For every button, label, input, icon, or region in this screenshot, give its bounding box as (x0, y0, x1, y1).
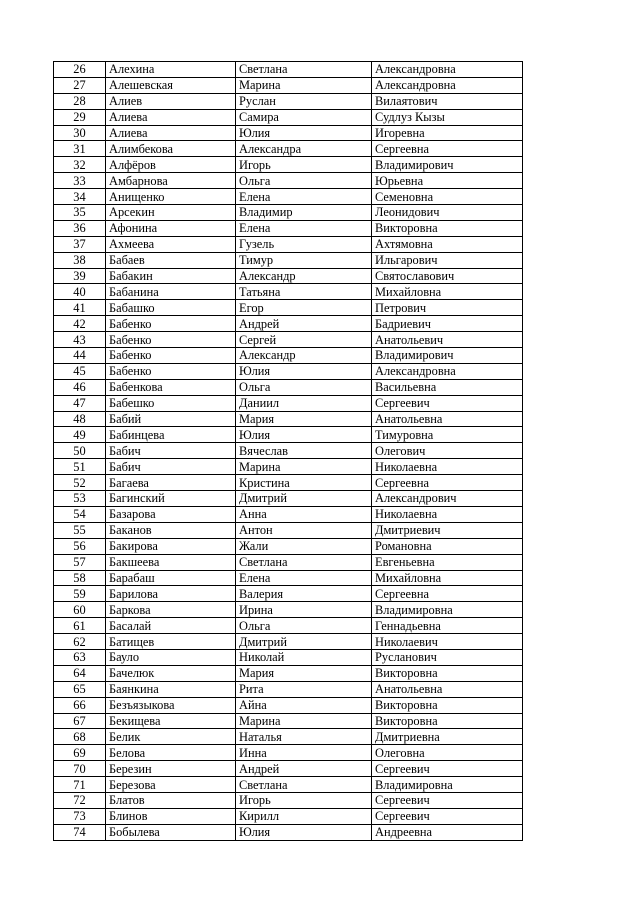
patronymic-cell: Леонидович (372, 205, 523, 221)
table-row (54, 236, 523, 252)
patronymic-cell: Русланович (372, 649, 523, 665)
table-row (54, 808, 523, 824)
patronymic-cell: Владимирович (372, 157, 523, 173)
first-name-cell: Кирилл (236, 808, 372, 824)
last-name-cell: Блатов (106, 792, 236, 808)
last-name-cell: Бабич (106, 443, 236, 459)
last-name-cell: Бакирова (106, 538, 236, 554)
row-number-cell: 31 (54, 141, 106, 157)
patronymic-cell: Дмитриевич (372, 522, 523, 538)
table-row (54, 77, 523, 93)
patronymic-cell: Бадриевич (372, 316, 523, 332)
table-row (54, 316, 523, 332)
first-name-cell: Инна (236, 745, 372, 761)
table-row (54, 220, 523, 236)
last-name-cell: Бабанина (106, 284, 236, 300)
last-name-cell: Бабенко (106, 348, 236, 364)
table-row (54, 745, 523, 761)
last-name-cell: Белова (106, 745, 236, 761)
last-name-cell: Бачелюк (106, 665, 236, 681)
row-number-cell: 72 (54, 792, 106, 808)
table-row (54, 729, 523, 745)
row-number-cell: 36 (54, 220, 106, 236)
table-row (54, 379, 523, 395)
patronymic-cell: Сергеевна (372, 475, 523, 491)
table-row (54, 586, 523, 602)
table-row (54, 649, 523, 665)
last-name-cell: Бабий (106, 411, 236, 427)
first-name-cell: Тимур (236, 252, 372, 268)
row-number-cell: 27 (54, 77, 106, 93)
row-number-cell: 51 (54, 459, 106, 475)
patronymic-cell: Александрович (372, 491, 523, 507)
first-name-cell: Марина (236, 713, 372, 729)
first-name-cell: Вячеслав (236, 443, 372, 459)
last-name-cell: Бабенко (106, 363, 236, 379)
row-number-cell: 34 (54, 189, 106, 205)
table-row (54, 284, 523, 300)
patronymic-cell: Романовна (372, 538, 523, 554)
row-number-cell: 60 (54, 602, 106, 618)
row-number-cell: 47 (54, 395, 106, 411)
row-number-cell: 39 (54, 268, 106, 284)
last-name-cell: Алешевская (106, 77, 236, 93)
first-name-cell: Ольга (236, 379, 372, 395)
row-number-cell: 50 (54, 443, 106, 459)
patronymic-cell: Судлуз Кызы (372, 109, 523, 125)
first-name-cell: Игорь (236, 157, 372, 173)
first-name-cell: Ирина (236, 602, 372, 618)
patronymic-cell: Дмитриевна (372, 729, 523, 745)
patronymic-cell: Тимуровна (372, 427, 523, 443)
first-name-cell: Андрей (236, 316, 372, 332)
first-name-cell: Руслан (236, 93, 372, 109)
patronymic-cell: Сергеевич (372, 395, 523, 411)
row-number-cell: 66 (54, 697, 106, 713)
first-name-cell: Мария (236, 665, 372, 681)
first-name-cell: Айна (236, 697, 372, 713)
table-row (54, 205, 523, 221)
last-name-cell: Баянкина (106, 681, 236, 697)
row-number-cell: 57 (54, 554, 106, 570)
first-name-cell: Марина (236, 459, 372, 475)
patronymic-cell: Михайловна (372, 284, 523, 300)
last-name-cell: Березова (106, 777, 236, 793)
first-name-cell: Наталья (236, 729, 372, 745)
first-name-cell: Елена (236, 570, 372, 586)
last-name-cell: Бакшеева (106, 554, 236, 570)
patronymic-cell: Викторовна (372, 697, 523, 713)
patronymic-cell: Олегович (372, 443, 523, 459)
table-row (54, 665, 523, 681)
first-name-cell: Ольга (236, 173, 372, 189)
last-name-cell: Анищенко (106, 189, 236, 205)
table-row (54, 395, 523, 411)
table-row (54, 491, 523, 507)
patronymic-cell: Николаевич (372, 634, 523, 650)
last-name-cell: Алимбекова (106, 141, 236, 157)
last-name-cell: Бекищева (106, 713, 236, 729)
row-number-cell: 44 (54, 348, 106, 364)
first-name-cell: Самира (236, 109, 372, 125)
table-row (54, 268, 523, 284)
first-name-cell: Александр (236, 268, 372, 284)
table-row (54, 792, 523, 808)
first-name-cell: Валерия (236, 586, 372, 602)
last-name-cell: Баркова (106, 602, 236, 618)
last-name-cell: Березин (106, 761, 236, 777)
table-row (54, 697, 523, 713)
first-name-cell: Юлия (236, 824, 372, 840)
first-name-cell: Юлия (236, 427, 372, 443)
first-name-cell: Елена (236, 220, 372, 236)
row-number-cell: 48 (54, 411, 106, 427)
patronymic-cell: Вилаятович (372, 93, 523, 109)
first-name-cell: Татьяна (236, 284, 372, 300)
first-name-cell: Дмитрий (236, 634, 372, 650)
last-name-cell: Алфёров (106, 157, 236, 173)
row-number-cell: 65 (54, 681, 106, 697)
row-number-cell: 26 (54, 62, 106, 78)
patronymic-cell: Викторовна (372, 220, 523, 236)
table-row (54, 443, 523, 459)
last-name-cell: Бабинцева (106, 427, 236, 443)
last-name-cell: Ахмеева (106, 236, 236, 252)
table-row (54, 363, 523, 379)
last-name-cell: Белик (106, 729, 236, 745)
row-number-cell: 52 (54, 475, 106, 491)
row-number-cell: 61 (54, 618, 106, 634)
last-name-cell: Басалай (106, 618, 236, 634)
row-number-cell: 46 (54, 379, 106, 395)
last-name-cell: Блинов (106, 808, 236, 824)
last-name-cell: Базарова (106, 506, 236, 522)
first-name-cell: Дмитрий (236, 491, 372, 507)
patronymic-cell: Сергеевна (372, 586, 523, 602)
patronymic-cell: Святославович (372, 268, 523, 284)
last-name-cell: Алехина (106, 62, 236, 78)
last-name-cell: Бабенкова (106, 379, 236, 395)
first-name-cell: Егор (236, 300, 372, 316)
row-number-cell: 69 (54, 745, 106, 761)
table-row (54, 618, 523, 634)
patronymic-cell: Николаевна (372, 459, 523, 475)
first-name-cell: Николай (236, 649, 372, 665)
first-name-cell: Марина (236, 77, 372, 93)
table-row (54, 411, 523, 427)
row-number-cell: 30 (54, 125, 106, 141)
last-name-cell: Барилова (106, 586, 236, 602)
table-row (54, 348, 523, 364)
patronymic-cell: Олеговна (372, 745, 523, 761)
table-row (54, 475, 523, 491)
row-number-cell: 49 (54, 427, 106, 443)
patronymic-cell: Семеновна (372, 189, 523, 205)
patronymic-cell: Юрьевна (372, 173, 523, 189)
row-number-cell: 59 (54, 586, 106, 602)
table-row (54, 681, 523, 697)
row-number-cell: 71 (54, 777, 106, 793)
first-name-cell: Мария (236, 411, 372, 427)
row-number-cell: 33 (54, 173, 106, 189)
patronymic-cell: Викторовна (372, 713, 523, 729)
last-name-cell: Бабешко (106, 395, 236, 411)
patronymic-cell: Геннадьевна (372, 618, 523, 634)
document-page (53, 61, 522, 841)
table-row (54, 506, 523, 522)
row-number-cell: 64 (54, 665, 106, 681)
row-number-cell: 55 (54, 522, 106, 538)
last-name-cell: Арсекин (106, 205, 236, 221)
table-row (54, 157, 523, 173)
table-row (54, 109, 523, 125)
last-name-cell: Бауло (106, 649, 236, 665)
patronymic-cell: Владимирович (372, 348, 523, 364)
first-name-cell: Гузель (236, 236, 372, 252)
table-row (54, 522, 523, 538)
table-row (54, 141, 523, 157)
names-table-body (54, 62, 523, 841)
patronymic-cell: Евгеньевна (372, 554, 523, 570)
first-name-cell: Рита (236, 681, 372, 697)
patronymic-cell: Владимировна (372, 777, 523, 793)
table-row (54, 824, 523, 840)
last-name-cell: Багаева (106, 475, 236, 491)
row-number-cell: 62 (54, 634, 106, 650)
patronymic-cell: Сергеевич (372, 808, 523, 824)
first-name-cell: Юлия (236, 363, 372, 379)
patronymic-cell: Ахтямовна (372, 236, 523, 252)
last-name-cell: Афонина (106, 220, 236, 236)
row-number-cell: 35 (54, 205, 106, 221)
patronymic-cell: Михайловна (372, 570, 523, 586)
patronymic-cell: Анатольевна (372, 411, 523, 427)
table-row (54, 62, 523, 78)
patronymic-cell: Петрович (372, 300, 523, 316)
first-name-cell: Ольга (236, 618, 372, 634)
last-name-cell: Батищев (106, 634, 236, 650)
first-name-cell: Игорь (236, 792, 372, 808)
patronymic-cell: Александровна (372, 363, 523, 379)
first-name-cell: Александра (236, 141, 372, 157)
table-row (54, 93, 523, 109)
row-number-cell: 67 (54, 713, 106, 729)
row-number-cell: 28 (54, 93, 106, 109)
first-name-cell: Владимир (236, 205, 372, 221)
table-row (54, 252, 523, 268)
row-number-cell: 74 (54, 824, 106, 840)
row-number-cell: 43 (54, 332, 106, 348)
first-name-cell: Анна (236, 506, 372, 522)
last-name-cell: Бобылева (106, 824, 236, 840)
table-row (54, 300, 523, 316)
patronymic-cell: Викторовна (372, 665, 523, 681)
patronymic-cell: Анатольевич (372, 332, 523, 348)
last-name-cell: Багинский (106, 491, 236, 507)
patronymic-cell: Александровна (372, 77, 523, 93)
table-row (54, 554, 523, 570)
table-row (54, 427, 523, 443)
last-name-cell: Бабенко (106, 316, 236, 332)
row-number-cell: 38 (54, 252, 106, 268)
table-row (54, 761, 523, 777)
first-name-cell: Даниил (236, 395, 372, 411)
last-name-cell: Бабашко (106, 300, 236, 316)
row-number-cell: 56 (54, 538, 106, 554)
first-name-cell: Светлана (236, 62, 372, 78)
last-name-cell: Алиев (106, 93, 236, 109)
table-row (54, 538, 523, 554)
first-name-cell: Антон (236, 522, 372, 538)
first-name-cell: Жали (236, 538, 372, 554)
table-row (54, 777, 523, 793)
patronymic-cell: Сергеевич (372, 761, 523, 777)
patronymic-cell: Ильгарович (372, 252, 523, 268)
patronymic-cell: Андреевна (372, 824, 523, 840)
last-name-cell: Бабич (106, 459, 236, 475)
row-number-cell: 58 (54, 570, 106, 586)
first-name-cell: Юлия (236, 125, 372, 141)
last-name-cell: Безъязыкова (106, 697, 236, 713)
row-number-cell: 42 (54, 316, 106, 332)
row-number-cell: 70 (54, 761, 106, 777)
row-number-cell: 53 (54, 491, 106, 507)
row-number-cell: 37 (54, 236, 106, 252)
first-name-cell: Светлана (236, 554, 372, 570)
row-number-cell: 68 (54, 729, 106, 745)
row-number-cell: 41 (54, 300, 106, 316)
first-name-cell: Елена (236, 189, 372, 205)
patronymic-cell: Владимировна (372, 602, 523, 618)
table-row (54, 459, 523, 475)
first-name-cell: Сергей (236, 332, 372, 348)
last-name-cell: Алиева (106, 109, 236, 125)
row-number-cell: 54 (54, 506, 106, 522)
first-name-cell: Андрей (236, 761, 372, 777)
table-row (54, 634, 523, 650)
first-name-cell: Кристина (236, 475, 372, 491)
row-number-cell: 32 (54, 157, 106, 173)
last-name-cell: Алиева (106, 125, 236, 141)
row-number-cell: 29 (54, 109, 106, 125)
last-name-cell: Амбарнова (106, 173, 236, 189)
row-number-cell: 40 (54, 284, 106, 300)
table-row (54, 570, 523, 586)
row-number-cell: 45 (54, 363, 106, 379)
names-table (53, 61, 523, 841)
first-name-cell: Александр (236, 348, 372, 364)
last-name-cell: Баканов (106, 522, 236, 538)
last-name-cell: Бабенко (106, 332, 236, 348)
table-row (54, 332, 523, 348)
first-name-cell: Светлана (236, 777, 372, 793)
table-row (54, 173, 523, 189)
row-number-cell: 63 (54, 649, 106, 665)
last-name-cell: Бабаев (106, 252, 236, 268)
patronymic-cell: Анатольевна (372, 681, 523, 697)
table-row (54, 189, 523, 205)
patronymic-cell: Николаевна (372, 506, 523, 522)
patronymic-cell: Васильевна (372, 379, 523, 395)
last-name-cell: Бабакин (106, 268, 236, 284)
row-number-cell: 73 (54, 808, 106, 824)
patronymic-cell: Александровна (372, 62, 523, 78)
table-row (54, 713, 523, 729)
table-row (54, 125, 523, 141)
patronymic-cell: Игоревна (372, 125, 523, 141)
patronymic-cell: Сергеевна (372, 141, 523, 157)
patronymic-cell: Сергеевич (372, 792, 523, 808)
table-row (54, 602, 523, 618)
last-name-cell: Барабаш (106, 570, 236, 586)
